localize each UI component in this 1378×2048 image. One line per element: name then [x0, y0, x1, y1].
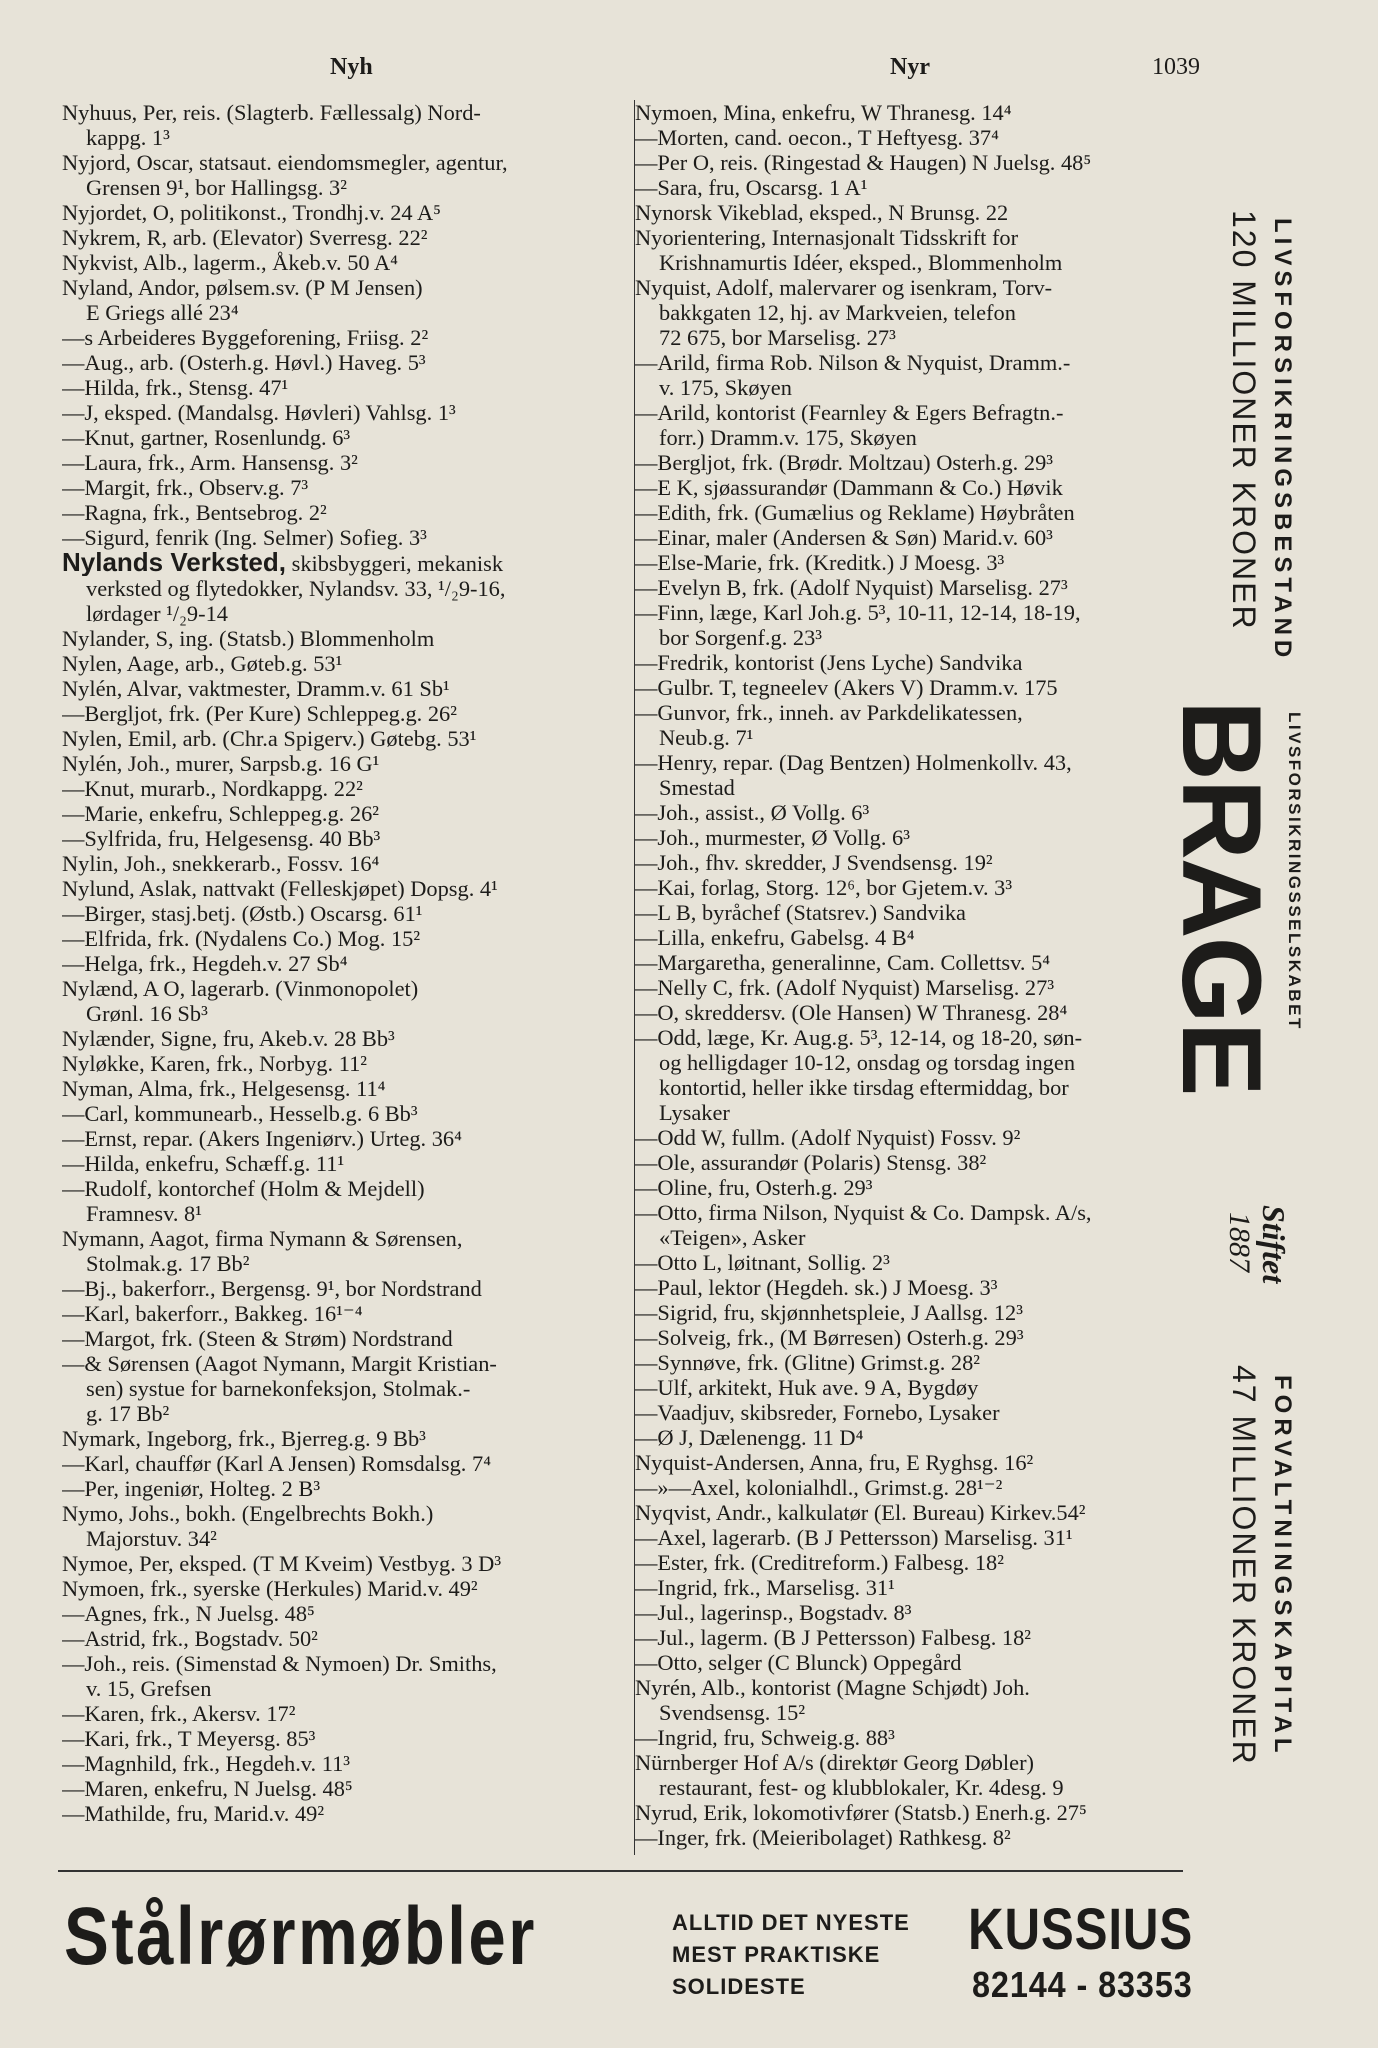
list-item [62, 1476, 632, 1501]
list-item [635, 1300, 1210, 1325]
entry-text: —Einar, maler (Andersen & Søn) Marid.v. 60³ [635, 525, 1053, 550]
list-item [62, 826, 632, 851]
entry-text: —Sara, fru, Oscarsg. 1 A¹ [635, 175, 868, 200]
side-ad-stiftet: Stiftet [1256, 1205, 1292, 1284]
list-item [635, 1025, 1210, 1050]
list-item [62, 1676, 632, 1701]
entry-text: Nyquist-Andersen, Anna, fru, E Ryghsg. 16² [635, 1450, 1034, 1475]
list-item [635, 1000, 1210, 1025]
entry-text: —Knut, gartner, Rosenlundg. 6³ [62, 425, 351, 450]
list-item [635, 575, 1210, 600]
side-ad-line2: 120 MILLIONER KRONER [1226, 210, 1262, 631]
entry-text: v. 15, Grefsen [86, 1676, 212, 1701]
ad-tag-2: MEST PRAKTISKE [672, 1942, 881, 1967]
list-item [635, 650, 1210, 675]
left-column [62, 100, 632, 1826]
list-item [62, 1451, 632, 1476]
entry-text: —Joh., fhv. skredder, J Svendsensg. 19² [635, 850, 993, 875]
list-item [62, 1151, 632, 1176]
entry-text: —Ole, assurandør (Polaris) Stensg. 38² [635, 1150, 987, 1175]
entry-text: Nymoen, frk., syerske (Herkules) Marid.v. 49² [62, 1576, 478, 1601]
list-item [635, 1500, 1210, 1525]
list-item [62, 275, 632, 300]
list-item [62, 1326, 632, 1351]
list-item [635, 700, 1210, 725]
entry-text: —s Arbeideres Byggeforening, Friisg. 2² [62, 325, 429, 350]
entry-text: Nyrud, Erik, lokomotivfører (Statsb.) Enerh.g. 27⁵ [635, 1800, 1087, 1825]
entry-text: Smestad [659, 775, 735, 800]
entry-text: —Gulbr. T, tegneelev (Akers V) Dramm.v. 175 [635, 675, 1058, 700]
entry-text: —Else-Marie, frk. (Kreditk.) J Moesg. 3³ [635, 550, 1005, 575]
list-item [635, 600, 1210, 625]
entry-text: —Henry, repar. (Dag Bentzen) Holmenkollv. 43, [635, 750, 1072, 775]
entry-text: —Ernst, repar. (Akers Ingeniørv.) Urteg. 36⁴ [62, 1126, 462, 1151]
entry-text: —Per, ingeniør, Holteg. 2 B³ [62, 1476, 321, 1501]
entry-text: —Laura, frk., Arm. Hansensg. 3² [62, 450, 358, 475]
entry-text: —Bergljot, frk. (Per Kure) Schleppeg.g. 26² [62, 701, 457, 726]
entry-text: kontortid, heller ikke tirsdag eftermiddag, bor [659, 1075, 1069, 1100]
list-item [635, 1575, 1210, 1600]
entry-text: Nylen, Emil, arb. (Chr.a Spigerv.) Gøtebg. 53¹ [62, 726, 477, 751]
list-item [62, 375, 632, 400]
list-item [62, 1301, 632, 1326]
entry-text: lørdager ¹/₂9-14 [86, 601, 228, 626]
entry-text: Nyman, Alma, frk., Helgesensg. 11⁴ [62, 1076, 386, 1101]
brage-logo: BRAGE [1159, 700, 1284, 1095]
entry-text: —Mathilde, fru, Marid.v. 49² [62, 1801, 325, 1826]
list-item [635, 675, 1210, 700]
entry-text: verksted og flytedokker, Nylandsv. 33, ¹/₂9-16, [86, 576, 506, 601]
entry-text: —Kai, forlag, Storg. 12⁶, bor Gjetem.v. 3³ [635, 875, 1013, 900]
entry-text: Nylén, Alvar, vaktmester, Dramm.v. 61 Sb¹ [62, 676, 450, 701]
list-item [635, 1475, 1210, 1500]
list-item [62, 1801, 632, 1826]
entry-text: forr.) Dramm.v. 175, Skøyen [659, 425, 917, 450]
entry-text: Framnesv. 8¹ [86, 1201, 202, 1226]
entry-text: —Evelyn B, frk. (Adolf Nyquist) Marselisg. 27³ [635, 575, 1068, 600]
list-item [62, 1351, 632, 1376]
list-item [635, 1700, 1210, 1725]
entry-heading: Nylands Verksted, [62, 550, 286, 576]
entry-text: —Morten, cand. oecon., T Heftyesg. 37⁴ [635, 125, 999, 150]
entry-text: —Aug., arb. (Osterh.g. Høvl.) Haveg. 5³ [62, 350, 426, 375]
entry-text: —Ragna, frk., Bentsebrog. 2² [62, 500, 327, 525]
entry-text: Nyjord, Oscar, statsaut. eiendomsmegler, agentur, [62, 150, 508, 175]
entry-text: —Ester, frk. (Creditreform.) Falbesg. 18² [635, 1550, 1004, 1575]
entry-text: —Solveig, frk., (M Børresen) Osterh.g. 29³ [635, 1325, 1024, 1350]
list-item [635, 1825, 1210, 1850]
entry-text: Nyjordet, O, politikonst., Trondhj.v. 24 A⁵ [62, 200, 441, 225]
entry-text: —Ulf, arkitekt, Huk ave. 9 A, Bygdøy [635, 1375, 979, 1400]
list-item [635, 300, 1210, 325]
entry-text: —Astrid, frk., Bogstadv. 50² [62, 1626, 318, 1651]
entry-text: v. 175, Skøyen [659, 375, 792, 400]
list-item [62, 450, 632, 475]
entry-text: Nymo, Johs., bokh. (Engelbrechts Bokh.) [62, 1501, 434, 1526]
list-item [635, 275, 1210, 300]
list-item [635, 750, 1210, 775]
entry-text: kappg. 1³ [86, 125, 170, 150]
list-item [62, 651, 632, 676]
side-ad-line3: FORVALTNINGSKAPITAL [1269, 1375, 1296, 1758]
list-item [62, 1376, 632, 1401]
entry-text: g. 17 Bb² [86, 1401, 170, 1426]
entry-text: «Teigen», Asker [659, 1225, 806, 1250]
entry-text: Nyland, Andor, pølsem.sv. (P M Jensen) [62, 275, 423, 300]
entry-text: —Margot, frk. (Steen & Strøm) Nordstrand [62, 1326, 453, 1351]
ad-product: Stålrørmøbler [64, 1891, 537, 1982]
list-item [635, 1375, 1210, 1400]
entry-text: —Ingrid, frk., Marselisg. 31¹ [635, 1575, 895, 1600]
list-item [62, 325, 632, 350]
list-item [62, 1626, 632, 1651]
entry-text: skibsbyggeri, mekanisk [291, 551, 504, 576]
list-item [635, 825, 1210, 850]
list-item [62, 500, 632, 525]
list-item [62, 1501, 632, 1526]
list-item [62, 550, 632, 576]
list-item [635, 875, 1210, 900]
list-item [62, 801, 632, 826]
entry-text: Grønl. 16 Sb³ [86, 1001, 208, 1026]
entry-text: —Synnøve, frk. (Glitne) Grimst.g. 28² [635, 1350, 981, 1375]
list-item [635, 925, 1210, 950]
list-item [62, 851, 632, 876]
entry-text: Nymoe, Per, eksped. (T M Kveim) Vestbyg. 3 D³ [62, 1551, 502, 1576]
entry-text: —Paul, lektor (Hegdeh. sk.) J Moesg. 3³ [635, 1275, 998, 1300]
entry-text: —Helga, frk., Hegdeh.v. 27 Sb⁴ [62, 951, 348, 976]
entry-text: Nylænder, Signe, fru, Akeb.v. 28 Bb³ [62, 1026, 395, 1051]
list-item [62, 1076, 632, 1101]
entry-text: —Joh., murmester, Ø Vollg. 6³ [635, 825, 910, 850]
list-item [62, 1226, 632, 1251]
entry-text: —Odd W, fullm. (Adolf Nyquist) Fossv. 9² [635, 1125, 1021, 1150]
entry-text: —Margit, frk., Observ.g. 7³ [62, 475, 309, 500]
list-item [635, 1250, 1210, 1275]
entry-text: Nymoen, Mina, enkefru, W Thranesg. 14⁴ [635, 100, 1012, 125]
entry-text: —E K, sjøassurandør (Dammann & Co.) Høvik [635, 475, 1063, 500]
list-item [62, 1601, 632, 1626]
list-item [62, 1101, 632, 1126]
list-item [635, 550, 1210, 575]
list-item [635, 225, 1210, 250]
list-item [635, 1550, 1210, 1575]
side-ad-line1: LIVSFORSIKRINGSBESTAND [1269, 218, 1296, 663]
list-item [635, 1125, 1210, 1150]
list-item [635, 1425, 1210, 1450]
list-item [635, 1400, 1210, 1425]
entry-text: —Otto, selger (C Blunck) Oppegård [635, 1650, 962, 1675]
entry-text: Krishnamurtis Idéer, eksped., Blommenholm [659, 250, 1063, 275]
list-item [62, 100, 632, 125]
list-item [635, 1625, 1210, 1650]
entry-text: —Hilda, enkefru, Schæff.g. 11¹ [62, 1151, 345, 1176]
entry-text: —Jul., lagerinsp., Bogstadv. 8³ [635, 1600, 912, 1625]
list-item [62, 1176, 632, 1201]
ad-tag-3: SOLIDESTE [672, 1974, 806, 1999]
list-item [635, 250, 1210, 275]
entry-text: —Birger, stasj.betj. (Østb.) Oscarsg. 61¹ [62, 901, 423, 926]
list-item [635, 1600, 1210, 1625]
entry-text: —Carl, kommunearb., Hesselb.g. 6 Bb³ [62, 1101, 418, 1126]
list-item [635, 975, 1210, 1000]
list-item [635, 725, 1210, 750]
entry-text: Nylén, Joh., murer, Sarpsb.g. 16 G¹ [62, 751, 380, 776]
entry-text: —Gunvor, frk., inneh. av Parkdelikatessen, [635, 700, 1023, 725]
entry-text: —Edith, frk. (Gumælius og Reklame) Høybråten [635, 500, 1075, 525]
list-item [62, 1651, 632, 1676]
entry-text: Neub.g. 7¹ [659, 725, 754, 750]
list-item [62, 951, 632, 976]
list-item [635, 150, 1210, 175]
entry-text: —Axel, lagerarb. (B J Pettersson) Marselisg. 31¹ [635, 1525, 1073, 1550]
entry-text: —Odd, læge, Kr. Aug.g. 5³, 12-14, og 18-20, søn- [635, 1025, 1083, 1050]
ad-company: KUSSIUS [968, 1897, 1194, 1962]
list-item [62, 1201, 632, 1226]
list-item [62, 150, 632, 175]
entry-text: bor Sorgenf.g. 23³ [659, 625, 823, 650]
list-item [635, 1075, 1210, 1100]
entry-text: Nylander, S, ing. (Statsb.) Blommenholm [62, 626, 435, 651]
entry-text: —Sigurd, fenrik (Ing. Selmer) Sofieg. 3³ [62, 525, 427, 550]
list-item [635, 850, 1210, 875]
list-item [635, 525, 1210, 550]
list-item [62, 475, 632, 500]
entry-text: —O, skreddersv. (Ole Hansen) W Thranesg. 28⁴ [635, 1000, 1068, 1025]
list-item [635, 1525, 1210, 1550]
list-item [635, 625, 1210, 650]
list-item [62, 876, 632, 901]
ad-phones: 82144 - 83353 [972, 1964, 1193, 2005]
list-item [635, 1775, 1210, 1800]
list-item [635, 400, 1210, 425]
list-item [62, 776, 632, 801]
list-item [635, 1800, 1210, 1825]
entry-text: —Inger, frk. (Meieribolaget) Rathkesg. 8² [635, 1825, 1011, 1850]
right-column [635, 100, 1210, 1850]
list-item [635, 1050, 1210, 1075]
entry-text: —Ø J, Dælenengg. 11 D⁴ [635, 1425, 864, 1450]
list-item [635, 1150, 1210, 1175]
list-item [62, 701, 632, 726]
entry-text: Nykrem, R, arb. (Elevator) Sverresg. 22² [62, 225, 428, 250]
entry-text: Nymark, Ingeborg, frk., Bjerreg.g. 9 Bb³ [62, 1426, 426, 1451]
entry-text: —Marie, enkefru, Schleppeg.g. 26² [62, 801, 379, 826]
entry-text: —Fredrik, kontorist (Jens Lyche) Sandvika [635, 650, 1023, 675]
entry-text: bakkgaten 12, hj. av Markveien, telefon [659, 300, 1016, 325]
entry-text: restaurant, fest- og klubblokaler, Kr. 4desg. 9 [659, 1775, 1064, 1800]
list-item [62, 1276, 632, 1301]
side-ad-year: 1887 [1223, 1212, 1256, 1272]
list-item [635, 175, 1210, 200]
page-number: 1039 [1152, 54, 1200, 80]
list-item [635, 1675, 1210, 1700]
list-item [635, 500, 1210, 525]
entry-text: Nynorsk Vikeblad, eksped., N Brunsg. 22 [635, 200, 1009, 225]
entry-text: —Maren, enkefru, N Juelsg. 48⁵ [62, 1776, 353, 1801]
list-item [62, 1776, 632, 1801]
entry-text: —Arild, kontorist (Fearnley & Egers Befragtn.- [635, 400, 1064, 425]
list-item [62, 1576, 632, 1601]
entry-text: Grensen 9¹, bor Hallingsg. 3² [86, 175, 347, 200]
entry-text: —Karl, bakerforr., Bakkeg. 16¹⁻⁴ [62, 1301, 363, 1326]
entry-text: —Bj., bakerforr., Bergensg. 9¹, bor Nordstrand [62, 1276, 482, 1301]
list-item [62, 751, 632, 776]
list-item [635, 1225, 1210, 1250]
entry-text: Nykvist, Alb., lagerm., Åkeb.v. 50 A⁴ [62, 250, 398, 275]
entry-text: Nyløkke, Karen, frk., Norbyg. 11² [62, 1051, 367, 1076]
list-item [62, 1726, 632, 1751]
side-ad-brand-top: LIVSFORSIKRINGSSELSKABET [1285, 712, 1304, 1031]
list-item [635, 1175, 1210, 1200]
entry-text: —Otto L, løitnant, Sollig. 2³ [635, 1250, 890, 1275]
entry-text: Nylænd, A O, lagerarb. (Vinmonopolet) [62, 976, 419, 1001]
entry-text: —Oline, fru, Osterh.g. 29³ [635, 1175, 873, 1200]
entry-text: Nyqvist, Andr., kalkulatør (El. Bureau) Kirkev.54² [635, 1500, 1086, 1525]
list-item [635, 375, 1210, 400]
entry-text: —Agnes, frk., N Juelsg. 48⁵ [62, 1601, 315, 1626]
entry-text: —Hilda, frk., Stensg. 47¹ [62, 375, 289, 400]
list-item [635, 1750, 1210, 1775]
side-ad-line4: 47 MILLIONER KRONER [1226, 1365, 1262, 1766]
list-item [62, 200, 632, 225]
list-item [62, 926, 632, 951]
list-item [62, 1751, 632, 1776]
list-item [635, 325, 1210, 350]
list-item [635, 125, 1210, 150]
list-item [635, 900, 1210, 925]
list-item [62, 425, 632, 450]
list-item [635, 100, 1210, 125]
entry-text: —Ingrid, fru, Schweig.g. 88³ [635, 1725, 895, 1750]
list-item [635, 1350, 1210, 1375]
list-item [635, 425, 1210, 450]
list-item [62, 1051, 632, 1076]
list-item [635, 350, 1210, 375]
header-left: Nyh [330, 54, 373, 80]
entry-text: —Rudolf, kontorchef (Holm & Mejdell) [62, 1176, 425, 1201]
list-item [635, 1450, 1210, 1475]
list-item [62, 125, 632, 150]
entry-text: —Elfrida, frk. (Nydalens Co.) Mog. 15² [62, 926, 421, 951]
entry-text: Nyquist, Adolf, malervarer og isenkram, Torv- [635, 275, 1053, 300]
list-item [62, 525, 632, 550]
entry-text: —Karl, chauffør (Karl A Jensen) Romsdalsg. 7⁴ [62, 1451, 491, 1476]
list-item [635, 1200, 1210, 1225]
list-item [62, 726, 632, 751]
entry-text: —L B, byråchef (Statsrev.) Sandvika [635, 900, 966, 925]
entry-text: —Otto, firma Nilson, Nyquist & Co. Dampsk. A/s, [635, 1200, 1092, 1225]
entry-text: —Vaadjuv, skibsreder, Fornebo, Lysaker [635, 1400, 1000, 1425]
entry-text: Nyhuus, Per, reis. (Slagterb. Fællessalg) Nord- [62, 100, 481, 125]
entry-text: og helligdager 10-12, onsdag og torsdag ingen [659, 1050, 1076, 1075]
entry-text: Stolmak.g. 17 Bb² [86, 1251, 250, 1276]
entry-text: 72 675, bor Marselisg. 27³ [659, 325, 896, 350]
entry-text: —Margaretha, generalinne, Cam. Collettsv. 5⁴ [635, 950, 1051, 975]
list-item [62, 901, 632, 926]
entry-text: —Sylfrida, fru, Helgesensg. 40 Bb³ [62, 826, 381, 851]
entry-text: Nyorientering, Internasjonalt Tidsskrift for [635, 225, 1019, 250]
entry-text: —»—Axel, kolonialhdl., Grimst.g. 28¹⁻² [635, 1475, 1003, 1500]
list-item [62, 1251, 632, 1276]
entry-text: —Sigrid, fru, skjønnhetspleie, J Aallsg. 12³ [635, 1300, 1023, 1325]
entry-text: —Nelly C, frk. (Adolf Nyquist) Marselisg. 27³ [635, 975, 1055, 1000]
list-item [62, 626, 632, 651]
list-item [62, 1701, 632, 1726]
list-item [62, 601, 632, 626]
entry-text: —Per O, reis. (Ringestad & Haugen) N Juelsg. 48⁵ [635, 150, 1092, 175]
entry-text: Nylin, Joh., snekkerarb., Fossv. 16⁴ [62, 851, 380, 876]
list-item [635, 775, 1210, 800]
entry-text: —Bergljot, frk. (Brødr. Moltzau) Osterh.g. 29³ [635, 450, 1053, 475]
entry-text: Nylund, Aslak, nattvakt (Felleskjøpet) Dopsg. 4¹ [62, 876, 498, 901]
ad-tag-1: ALLTID DET NYESTE [672, 1910, 910, 1935]
list-item [635, 1325, 1210, 1350]
entry-text: —Knut, murarb., Nordkappg. 22² [62, 776, 363, 801]
entry-text: —Kari, frk., T Meyersg. 85³ [62, 1726, 316, 1751]
list-item [635, 1275, 1210, 1300]
list-item [62, 400, 632, 425]
entry-text: Nyrén, Alb., kontorist (Magne Schjødt) Joh. [635, 1675, 1030, 1700]
list-item [62, 1426, 632, 1451]
entry-text: —& Sørensen (Aagot Nymann, Margit Kristian- [62, 1351, 497, 1376]
entry-text: Majorstuv. 34² [86, 1526, 217, 1551]
list-item [62, 175, 632, 200]
list-item [635, 950, 1210, 975]
entry-text: Nymann, Aagot, firma Nymann & Sørensen, [62, 1226, 463, 1251]
entry-text: E Griegs allé 23⁴ [86, 300, 239, 325]
entry-text: sen) systue for barnekonfeksjon, Stolmak.- [86, 1376, 471, 1401]
entry-text: Lysaker [659, 1100, 730, 1125]
list-item [635, 475, 1210, 500]
list-item [635, 800, 1210, 825]
list-item [62, 1026, 632, 1051]
list-item [62, 1001, 632, 1026]
entry-text: —Lilla, enkefru, Gabelsg. 4 B⁴ [635, 925, 915, 950]
list-item [62, 225, 632, 250]
entry-text: —Arild, firma Rob. Nilson & Nyquist, Dramm.- [635, 350, 1071, 375]
list-item [62, 1551, 632, 1576]
entry-text: —Magnhild, frk., Hegdeh.v. 11³ [62, 1751, 350, 1776]
list-item [62, 300, 632, 325]
entry-text: —Finn, læge, Karl Joh.g. 5³, 10-11, 12-14, 18-19, [635, 600, 1081, 625]
entry-text: Nürnberger Hof A/s (direktør Georg Døbler) [635, 1750, 1034, 1775]
entry-text: —Jul., lagerm. (B J Pettersson) Falbesg. 18² [635, 1625, 1032, 1650]
list-item [62, 350, 632, 375]
list-item [62, 576, 632, 601]
entry-text: —Joh., assist., Ø Vollg. 6³ [635, 800, 870, 825]
entry-text: —Joh., reis. (Simenstad & Nymoen) Dr. Smiths, [62, 1651, 497, 1676]
list-item [635, 200, 1210, 225]
entry-text: Nylen, Aage, arb., Gøteb.g. 53¹ [62, 651, 343, 676]
list-item [62, 1126, 632, 1151]
entry-text: —Karen, frk., Akersv. 17² [62, 1701, 296, 1726]
list-item [62, 1401, 632, 1426]
entry-text: —J, eksped. (Mandalsg. Høvleri) Vahlsg. 1³ [62, 400, 456, 425]
list-item [635, 1725, 1210, 1750]
list-item [62, 676, 632, 701]
entry-text: Svendsensg. 15² [659, 1700, 806, 1725]
list-item [62, 1526, 632, 1551]
list-item [62, 250, 632, 275]
footer-divider [58, 1870, 1183, 1872]
list-item [62, 976, 632, 1001]
list-item [635, 1100, 1210, 1125]
list-item [635, 1650, 1210, 1675]
header-center: Nyr [890, 54, 930, 80]
list-item [635, 450, 1210, 475]
